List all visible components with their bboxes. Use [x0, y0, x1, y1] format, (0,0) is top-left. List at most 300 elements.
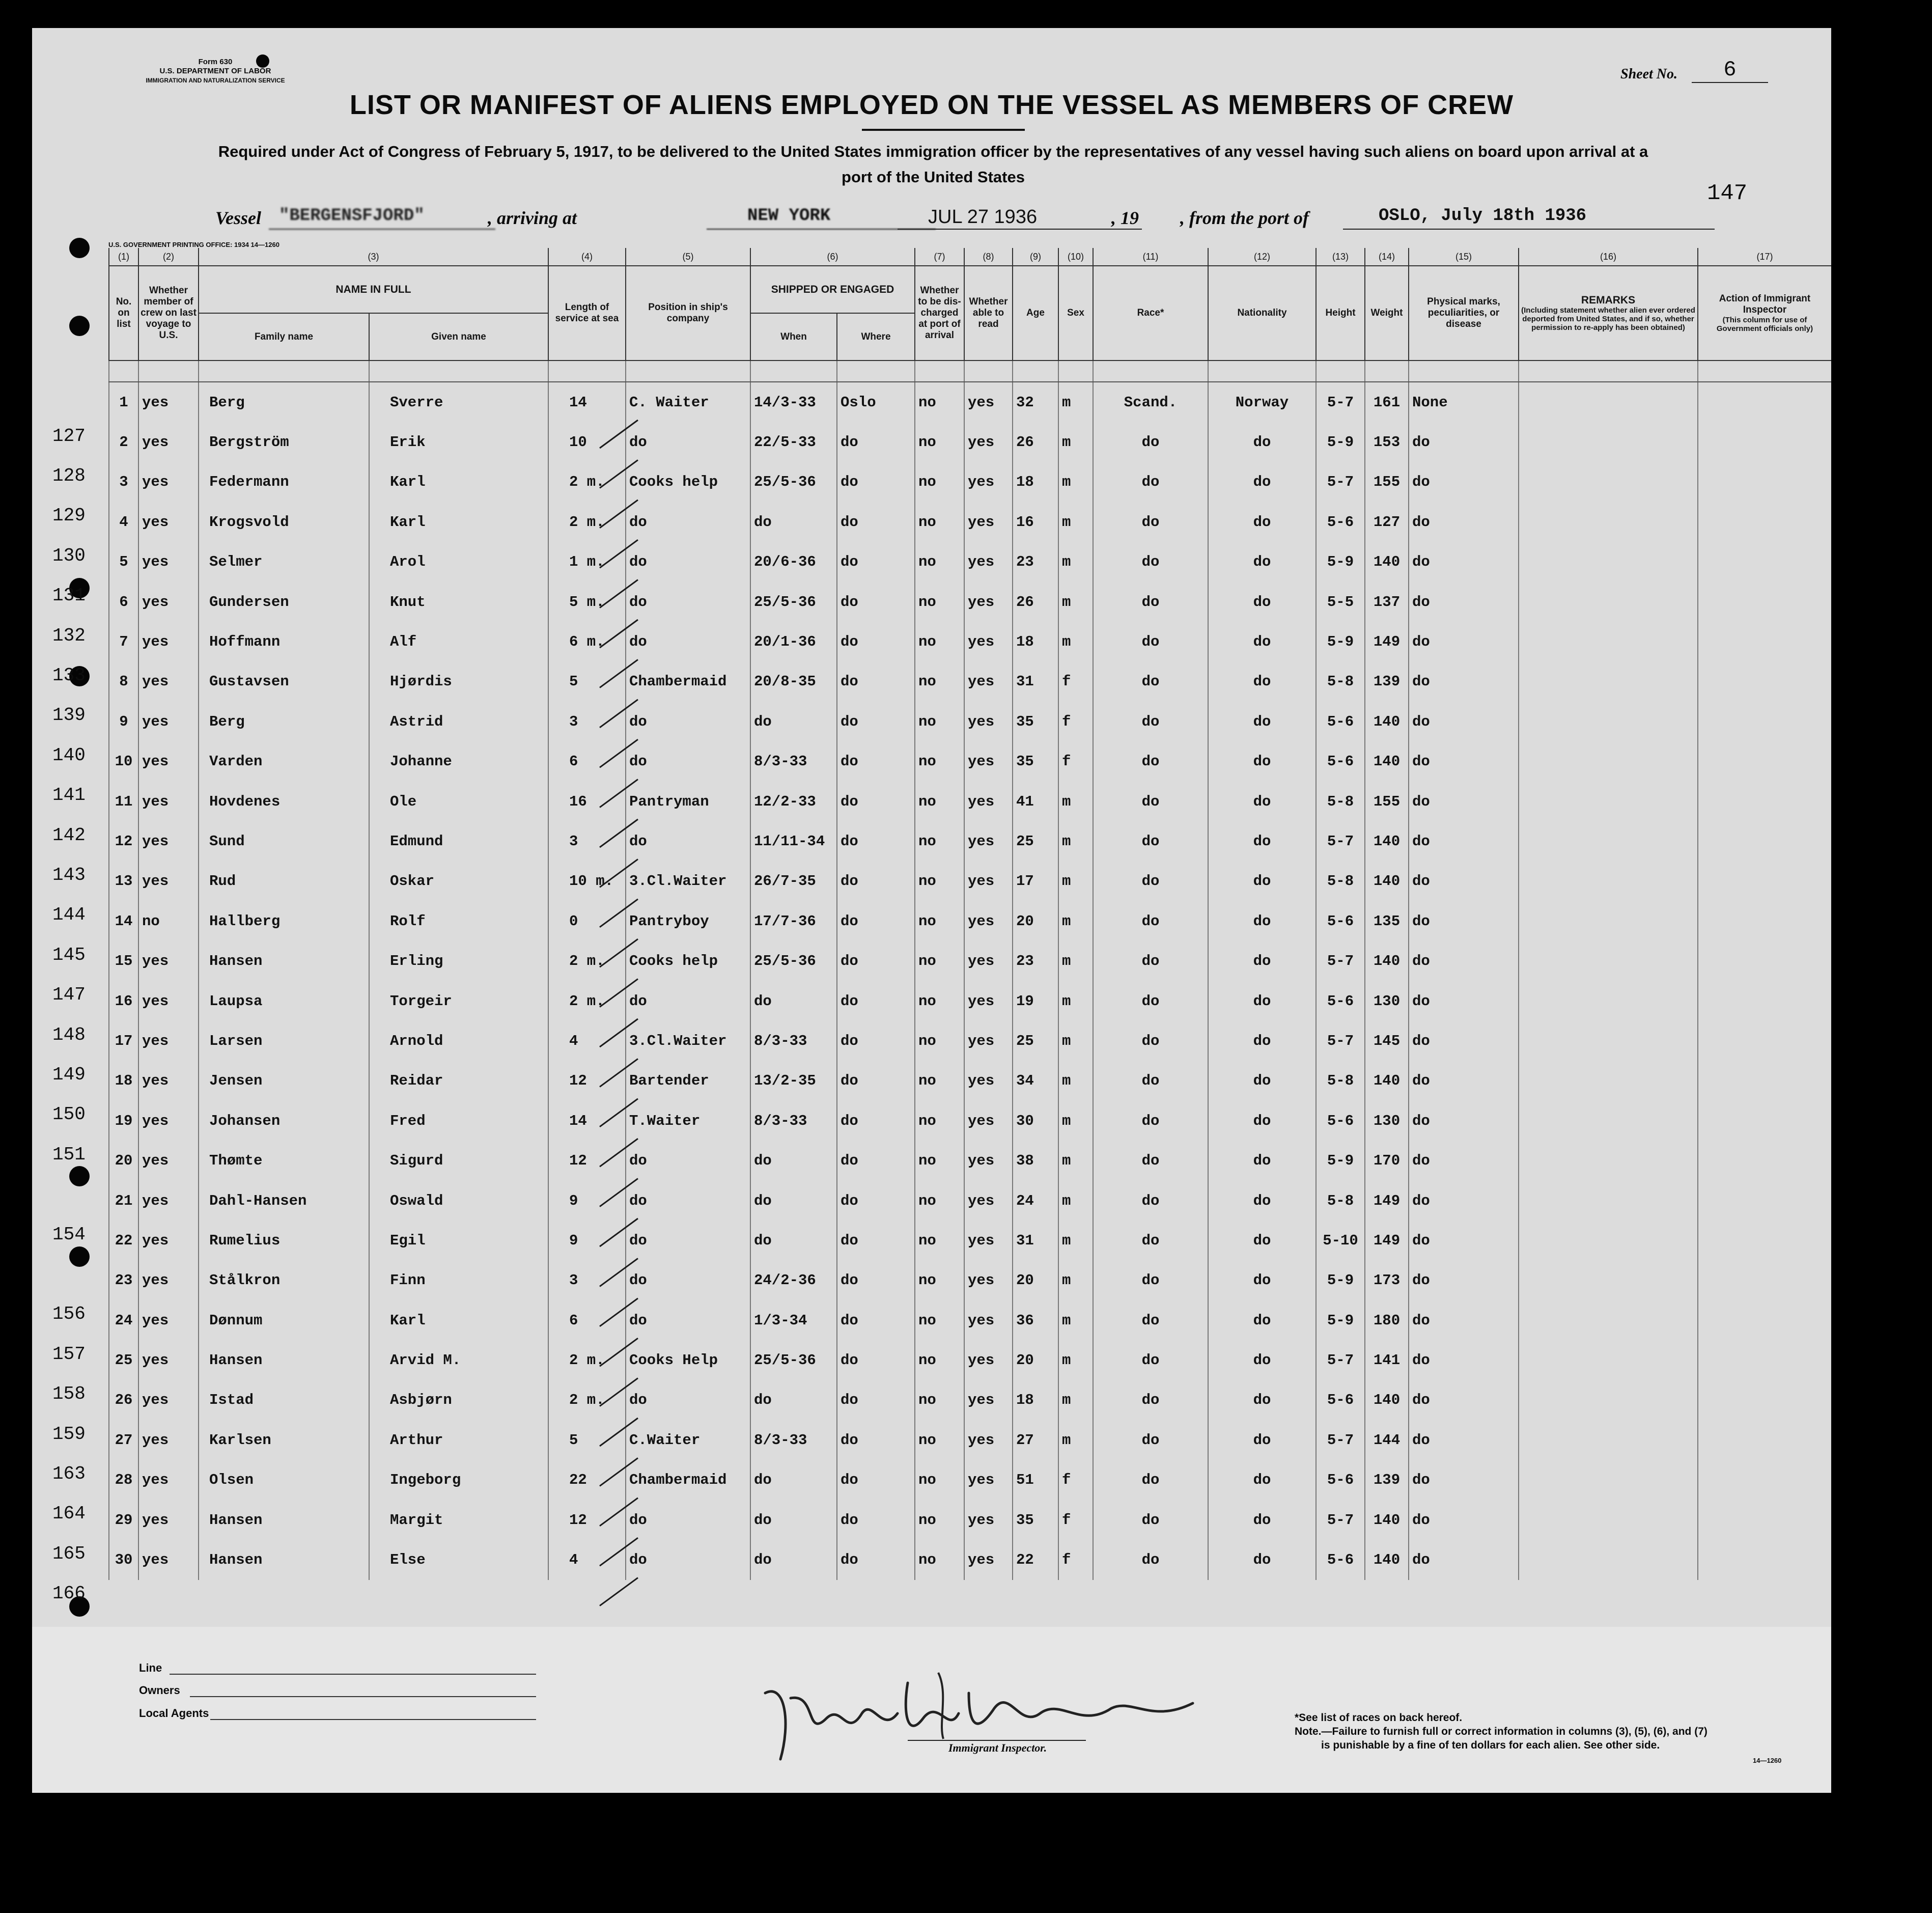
cell-no-on-list: 22 — [109, 1221, 138, 1260]
cell-weight: 145 — [1365, 1021, 1409, 1061]
cell-family-name: Istad — [199, 1380, 369, 1420]
cell-sex: m — [1058, 422, 1093, 462]
cell-given-name: Else — [369, 1540, 548, 1579]
left-count: 147 — [52, 984, 86, 1006]
cell-length-of-service: 16 — [548, 782, 626, 821]
cell-length-of-service: 12 — [548, 1500, 626, 1540]
cell-member-last-voyage: yes — [138, 702, 199, 741]
cell-where: do — [837, 462, 915, 502]
cell-no-on-list: 12 — [109, 821, 138, 861]
cell-able-to-read: yes — [964, 742, 1013, 782]
manifest-sheet — [32, 28, 1831, 1793]
check-mark — [600, 859, 638, 887]
cell-race: do — [1093, 542, 1208, 582]
cell-family-name: Varden — [199, 742, 369, 782]
cell-position: do — [626, 422, 750, 462]
cell-sex: f — [1058, 1500, 1093, 1540]
cell-length-of-service: 2 m. — [548, 502, 626, 542]
cell-where: do — [837, 542, 915, 582]
header-age: Age — [1013, 266, 1058, 361]
left-count: 149 — [52, 1064, 86, 1086]
cell-length-of-service: 2 m. — [548, 462, 626, 502]
check-mark — [600, 500, 638, 528]
cell-discharged: no — [915, 502, 964, 542]
cell-height: 5-6 — [1316, 1540, 1365, 1579]
cell-position: do — [626, 742, 750, 782]
cell-able-to-read: yes — [964, 422, 1013, 462]
cell-age: 31 — [1013, 662, 1058, 702]
cell-member-last-voyage: no — [138, 901, 199, 941]
service-name: IMMIGRATION AND NATURALIZATION SERVICE — [146, 77, 285, 84]
col-number: (12) — [1208, 248, 1316, 266]
cell-age: 35 — [1013, 702, 1058, 741]
cell-race: do — [1093, 981, 1208, 1021]
cell-given-name: Reidar — [369, 1061, 548, 1101]
cell-physical-marks: do — [1409, 981, 1519, 1021]
cell-where: do — [837, 702, 915, 741]
cell-family-name: Hoffmann — [199, 622, 369, 661]
cell-age: 36 — [1013, 1300, 1058, 1340]
cell-physical-marks: None — [1409, 382, 1519, 422]
cell-length-of-service: 2 m. — [548, 941, 626, 981]
cell-weight: 127 — [1365, 502, 1409, 542]
cell-able-to-read: yes — [964, 782, 1013, 821]
cell-given-name: Sigurd — [369, 1141, 548, 1180]
cell-position: do — [626, 702, 750, 741]
cell-nationality: do — [1208, 1420, 1316, 1460]
cell-weight: 173 — [1365, 1261, 1409, 1300]
cell-length-of-service: 14 — [548, 382, 626, 422]
cell-discharged: no — [915, 941, 964, 981]
cell-when: 14/3-33 — [750, 382, 837, 422]
corner-number: 147 — [1707, 181, 1748, 206]
cell-no-on-list: 30 — [109, 1540, 138, 1579]
cell-age: 25 — [1013, 1021, 1058, 1061]
col-number: (7) — [915, 248, 964, 266]
cell-position: do — [626, 1141, 750, 1180]
cell-age: 41 — [1013, 782, 1058, 821]
cell-age: 22 — [1013, 1540, 1058, 1579]
cell-given-name: Arthur — [369, 1420, 548, 1460]
cell-nationality: do — [1208, 1500, 1316, 1540]
cell-able-to-read: yes — [964, 1420, 1013, 1460]
cell-where: do — [837, 422, 915, 462]
cell-when: do — [750, 1221, 837, 1260]
cell-given-name: Edmund — [369, 821, 548, 861]
cell-given-name: Arol — [369, 542, 548, 582]
cell-age: 16 — [1013, 502, 1058, 542]
cell-physical-marks: do — [1409, 662, 1519, 702]
cell-when: 20/6-36 — [750, 542, 837, 582]
cell-weight: 161 — [1365, 382, 1409, 422]
cell-given-name: Karl — [369, 502, 548, 542]
cell-age: 35 — [1013, 742, 1058, 782]
left-count: 131 — [52, 585, 86, 606]
check-mark — [600, 1218, 638, 1246]
cell-height: 5-7 — [1316, 1021, 1365, 1061]
left-count: 158 — [52, 1383, 86, 1405]
cell-age: 34 — [1013, 1061, 1058, 1101]
check-mark — [600, 1099, 638, 1127]
cell-weight: 130 — [1365, 1101, 1409, 1141]
cell-no-on-list: 26 — [109, 1380, 138, 1420]
cell-height: 5-5 — [1316, 582, 1365, 622]
cell-discharged: no — [915, 1061, 964, 1101]
cell-race: do — [1093, 821, 1208, 861]
cell-discharged: no — [915, 542, 964, 582]
cell-physical-marks: do — [1409, 782, 1519, 821]
cell-family-name: Dahl-Hansen — [199, 1181, 369, 1221]
cell-where: do — [837, 622, 915, 661]
check-mark — [600, 1338, 638, 1366]
vessel-label: Vessel — [215, 208, 261, 228]
cell-physical-marks: do — [1409, 422, 1519, 462]
cell-discharged: no — [915, 662, 964, 702]
cell-member-last-voyage: yes — [138, 382, 199, 422]
header-when: When — [750, 313, 837, 361]
cell-able-to-read: yes — [964, 1061, 1013, 1101]
check-mark — [600, 780, 638, 808]
cell-family-name: Stålkron — [199, 1261, 369, 1300]
cell-where: do — [837, 1021, 915, 1061]
cell-race: do — [1093, 1021, 1208, 1061]
cell-able-to-read: yes — [964, 502, 1013, 542]
cell-position: do — [626, 582, 750, 622]
cell-age: 26 — [1013, 582, 1058, 622]
cell-sex: m — [1058, 1141, 1093, 1180]
cell-family-name: Thømte — [199, 1141, 369, 1180]
col-number: (5) — [626, 248, 750, 266]
cell-length-of-service: 9 — [548, 1181, 626, 1221]
cell-discharged: no — [915, 1460, 964, 1500]
cell-sex: m — [1058, 542, 1093, 582]
cell-race: do — [1093, 662, 1208, 702]
cell-given-name: Ingeborg — [369, 1460, 548, 1500]
cell-age: 26 — [1013, 422, 1058, 462]
header-no-on-list: No. on list — [109, 266, 138, 361]
header-given-name: Given name — [369, 313, 548, 361]
cell-weight: 153 — [1365, 422, 1409, 462]
cell-position: do — [626, 1380, 750, 1420]
check-mark — [600, 1538, 638, 1566]
cell-height: 5-7 — [1316, 941, 1365, 981]
cell-length-of-service: 10 m. — [548, 862, 626, 901]
cell-age: 25 — [1013, 821, 1058, 861]
cell-where: do — [837, 1101, 915, 1141]
cell-position: Cooks help — [626, 941, 750, 981]
cell-weight: 130 — [1365, 981, 1409, 1021]
cell-weight: 149 — [1365, 622, 1409, 661]
cell-height: 5-7 — [1316, 1340, 1365, 1380]
left-count: 165 — [52, 1543, 86, 1564]
cell-length-of-service: 6 — [548, 742, 626, 782]
cell-family-name: Berg — [199, 702, 369, 741]
cell-family-name: Hansen — [199, 1540, 369, 1579]
cell-physical-marks: do — [1409, 1221, 1519, 1260]
cell-family-name: Larsen — [199, 1021, 369, 1061]
from-label: , from the port of — [1180, 208, 1309, 228]
cell-race: do — [1093, 1420, 1208, 1460]
cell-family-name: Hansen — [199, 941, 369, 981]
cell-weight: 140 — [1365, 742, 1409, 782]
cell-position: do — [626, 622, 750, 661]
cell-weight: 155 — [1365, 462, 1409, 502]
cell-member-last-voyage: yes — [138, 1500, 199, 1540]
cell-able-to-read: yes — [964, 1181, 1013, 1221]
cell-race: do — [1093, 1380, 1208, 1420]
remarks-title: REMARKS — [1581, 294, 1636, 306]
cell-when: do — [750, 1540, 837, 1579]
cell-height: 5-7 — [1316, 821, 1365, 861]
cell-age: 32 — [1013, 382, 1058, 422]
cell-age: 24 — [1013, 1181, 1058, 1221]
cell-discharged: no — [915, 702, 964, 741]
cell-sex: f — [1058, 702, 1093, 741]
header-height: Height — [1316, 266, 1365, 361]
cell-height: 5-6 — [1316, 901, 1365, 941]
cell-physical-marks: do — [1409, 1061, 1519, 1101]
check-mark — [600, 1418, 638, 1446]
cell-nationality: do — [1208, 1141, 1316, 1180]
cell-height: 5-9 — [1316, 1141, 1365, 1180]
cell-discharged: no — [915, 981, 964, 1021]
col-number: (2) — [138, 248, 199, 266]
cell-discharged: no — [915, 901, 964, 941]
cell-no-on-list: 29 — [109, 1500, 138, 1540]
cell-height: 5-9 — [1316, 422, 1365, 462]
cell-position: do — [626, 981, 750, 1021]
cell-discharged: no — [915, 742, 964, 782]
cell-discharged: no — [915, 1540, 964, 1579]
cell-height: 5-8 — [1316, 1181, 1365, 1221]
cell-discharged: no — [915, 422, 964, 462]
cell-nationality: do — [1208, 422, 1316, 462]
cell-given-name: Karl — [369, 462, 548, 502]
cell-nationality: Norway — [1208, 382, 1316, 422]
cell-height: 5-9 — [1316, 542, 1365, 582]
cell-given-name: Knut — [369, 582, 548, 622]
cell-no-on-list: 2 — [109, 422, 138, 462]
left-count: 139 — [52, 705, 86, 726]
cell-height: 5-7 — [1316, 1500, 1365, 1540]
cell-sex: m — [1058, 1340, 1093, 1380]
cell-age: 38 — [1013, 1141, 1058, 1180]
cell-position: C. Waiter — [626, 382, 750, 422]
cell-weight: 155 — [1365, 782, 1409, 821]
cell-physical-marks: do — [1409, 1261, 1519, 1300]
cell-discharged: no — [915, 1380, 964, 1420]
left-count: 130 — [52, 545, 86, 566]
cell-family-name: Bergström — [199, 422, 369, 462]
form-number: Form 630 — [198, 58, 233, 66]
cell-age: 20 — [1013, 1261, 1058, 1300]
cell-member-last-voyage: yes — [138, 1181, 199, 1221]
owners-label: Owners — [139, 1684, 180, 1697]
cell-weight: 140 — [1365, 702, 1409, 741]
cell-family-name: Federmann — [199, 462, 369, 502]
cell-able-to-read: yes — [964, 382, 1013, 422]
header-discharged: Whether to be dis-charged at port of arrival — [915, 266, 964, 361]
arriving-port: NEW YORK — [707, 206, 936, 230]
check-mark — [600, 700, 638, 728]
cell-where: do — [837, 901, 915, 941]
cell-where: do — [837, 782, 915, 821]
cell-length-of-service: 14 — [548, 1101, 626, 1141]
cell-height: 5-6 — [1316, 702, 1365, 741]
cell-length-of-service: 12 — [548, 1141, 626, 1180]
local-agents-field — [210, 1718, 536, 1720]
cell-family-name: Rud — [199, 862, 369, 901]
cell-no-on-list: 8 — [109, 662, 138, 702]
cell-member-last-voyage: yes — [138, 1340, 199, 1380]
cell-where: do — [837, 1261, 915, 1300]
cell-when: 22/5-33 — [750, 422, 837, 462]
cell-physical-marks: do — [1409, 1021, 1519, 1061]
cell-when: 25/5-36 — [750, 941, 837, 981]
cell-when: do — [750, 1460, 837, 1500]
cell-sex: f — [1058, 1540, 1093, 1579]
cell-when: 13/2-35 — [750, 1061, 837, 1101]
cell-sex: f — [1058, 1460, 1093, 1500]
cell-nationality: do — [1208, 1261, 1316, 1300]
cell-when: do — [750, 1500, 837, 1540]
cell-length-of-service: 12 — [548, 1061, 626, 1101]
left-count: 164 — [52, 1503, 86, 1524]
cell-discharged: no — [915, 862, 964, 901]
header-shipped-or-engaged: SHIPPED OR ENGAGED — [750, 266, 915, 313]
cell-nationality: do — [1208, 1380, 1316, 1420]
cell-no-on-list: 9 — [109, 702, 138, 741]
cell-when: 8/3-33 — [750, 1101, 837, 1141]
cell-race: Scand. — [1093, 382, 1208, 422]
cell-weight: 149 — [1365, 1181, 1409, 1221]
cell-family-name: Hansen — [199, 1340, 369, 1380]
cell-height: 5-7 — [1316, 382, 1365, 422]
left-count: 127 — [52, 425, 86, 447]
cell-given-name: Asbjørn — [369, 1380, 548, 1420]
cell-weight: 140 — [1365, 821, 1409, 861]
cell-nationality: do — [1208, 981, 1316, 1021]
left-count: 142 — [52, 824, 86, 846]
cell-sex: m — [1058, 1181, 1093, 1221]
cell-sex: m — [1058, 1420, 1093, 1460]
cell-length-of-service: 10 — [548, 422, 626, 462]
cell-where: do — [837, 821, 915, 861]
check-mark — [600, 420, 638, 448]
left-count: 166 — [52, 1583, 86, 1604]
col-number: (11) — [1093, 248, 1208, 266]
header-where: Where — [837, 313, 915, 361]
cell-when: 8/3-33 — [750, 1420, 837, 1460]
cell-weight: 149 — [1365, 1221, 1409, 1260]
cell-race: do — [1093, 702, 1208, 741]
cell-where: do — [837, 1340, 915, 1380]
cell-position: Chambermaid — [626, 1460, 750, 1500]
cell-sex: m — [1058, 1300, 1093, 1340]
footnotes — [1295, 1711, 1804, 1752]
cell-when: 25/5-36 — [750, 1340, 837, 1380]
cell-weight: 140 — [1365, 542, 1409, 582]
cell-discharged: no — [915, 462, 964, 502]
cell-discharged: no — [915, 1261, 964, 1300]
cell-height: 5-6 — [1316, 1460, 1365, 1500]
check-mark — [600, 659, 638, 687]
cell-able-to-read: yes — [964, 1261, 1013, 1300]
cell-given-name: Egil — [369, 1221, 548, 1260]
cell-sex: m — [1058, 502, 1093, 542]
cell-family-name: Hansen — [199, 1500, 369, 1540]
cell-physical-marks: do — [1409, 941, 1519, 981]
cell-sex: f — [1058, 662, 1093, 702]
action-note: (This column for use of Government officials only) — [1716, 316, 1813, 333]
cell-member-last-voyage: yes — [138, 1101, 199, 1141]
check-mark — [600, 1298, 638, 1326]
cell-no-on-list: 18 — [109, 1061, 138, 1101]
check-mark — [600, 739, 638, 767]
check-mark — [600, 460, 638, 488]
cell-when: do — [750, 1380, 837, 1420]
col-number: (3) — [199, 248, 548, 266]
cell-member-last-voyage: yes — [138, 1460, 199, 1500]
cell-position: T.Waiter — [626, 1101, 750, 1141]
header-family-name: Family name — [199, 313, 369, 361]
cell-no-on-list: 13 — [109, 862, 138, 901]
left-count: 129 — [52, 505, 86, 526]
cell-when: 25/5-36 — [750, 582, 837, 622]
cell-given-name: Arvid M. — [369, 1340, 548, 1380]
cell-weight: 137 — [1365, 582, 1409, 622]
cell-position: Pantryman — [626, 782, 750, 821]
cell-discharged: no — [915, 622, 964, 661]
cell-where: do — [837, 981, 915, 1021]
cell-where: do — [837, 1380, 915, 1420]
cell-member-last-voyage: yes — [138, 821, 199, 861]
left-count: 151 — [52, 1144, 86, 1165]
cell-family-name: Rumelius — [199, 1221, 369, 1260]
cell-nationality: do — [1208, 662, 1316, 702]
cell-no-on-list: 25 — [109, 1340, 138, 1380]
cell-position: Bartender — [626, 1061, 750, 1101]
cell-member-last-voyage: yes — [138, 941, 199, 981]
cell-family-name: Gustavsen — [199, 662, 369, 702]
cell-nationality: do — [1208, 1021, 1316, 1061]
check-mark — [600, 819, 638, 847]
cell-nationality: do — [1208, 1540, 1316, 1579]
cell-family-name: Sund — [199, 821, 369, 861]
cell-no-on-list: 6 — [109, 582, 138, 622]
cell-when: 20/8-35 — [750, 662, 837, 702]
inspector-rule — [908, 1740, 1086, 1741]
action-title: Action of Immigrant Inspector — [1719, 293, 1811, 315]
cell-physical-marks: do — [1409, 821, 1519, 861]
col-number: (9) — [1013, 248, 1058, 266]
cell-member-last-voyage: yes — [138, 1021, 199, 1061]
cell-member-last-voyage: yes — [138, 502, 199, 542]
cell-length-of-service: 0 — [548, 901, 626, 941]
cell-race: do — [1093, 1221, 1208, 1260]
cell-where: do — [837, 502, 915, 542]
check-mark — [600, 1578, 638, 1606]
left-count: 133 — [52, 665, 86, 686]
left-count: 141 — [52, 785, 86, 806]
cell-sex: m — [1058, 941, 1093, 981]
cell-height: 5-9 — [1316, 1300, 1365, 1340]
cell-given-name: Hjørdis — [369, 662, 548, 702]
left-count: 132 — [52, 625, 86, 646]
vessel-name: "BERGENSFJORD" — [269, 206, 495, 230]
cell-length-of-service: 4 — [548, 1540, 626, 1579]
cell-no-on-list: 7 — [109, 622, 138, 661]
